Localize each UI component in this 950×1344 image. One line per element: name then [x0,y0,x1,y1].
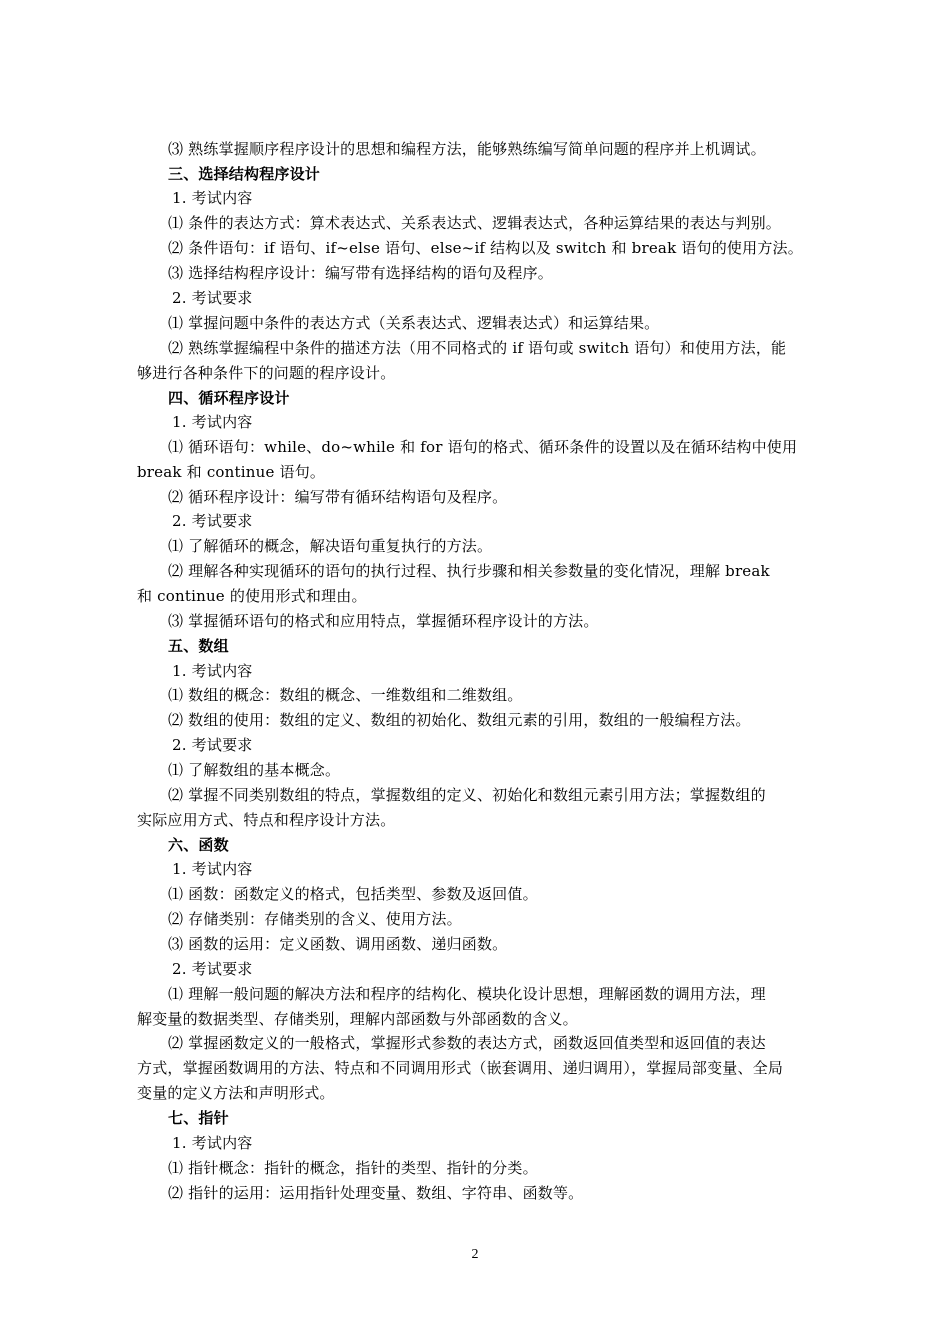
text-line: ⑴ 条件的表达方式：算术表达式、关系表达式、逻辑表达式，各种运算结果的表达与判别。 [168,214,781,232]
page-number: 2 [471,1247,479,1262]
text-line: 方式，掌握函数调用的方法、特点和不同调用形式（嵌套调用、递归调用），掌握局部变量、全局 [137,1059,784,1077]
text-line: ⑴ 数组的概念：数组的概念、一维数组和二维数组。 [168,686,523,704]
text-line: ⑴ 了解数组的基本概念。 [168,761,341,779]
text-line: ⑵ 掌握函数定义的一般格式，掌握形式参数的表达方式，函数返回值类型和返回值的表达 [168,1034,766,1052]
subsection-heading: 1. 考试内容 [172,662,253,680]
text-line: 实际应用方式、特点和程序设计方法。 [137,811,396,829]
text-line: ⑶ 掌握循环语句的格式和应用特点，掌握循环程序设计的方法。 [168,612,599,630]
text-line: ⑵ 指针的运用：运用指针处理变量、数组、字符串、函数等。 [168,1184,584,1202]
subsection-heading: 2. 考试要求 [172,512,253,530]
text-line: ⑴ 函数：函数定义的格式，包括类型、参数及返回值。 [168,885,538,903]
section-heading: 七、指针 [168,1109,229,1127]
section-heading: 六、函数 [168,836,229,854]
text-line: ⑶ 函数的运用：定义函数、调用函数、递归函数。 [168,935,508,953]
text-line: ⑴ 了解循环的概念，解决语句重复执行的方法。 [168,537,493,555]
text-line: break 和 continue 语句。 [137,463,326,481]
text-line: ⑴ 指针概念：指针的概念，指针的类型、指针的分类。 [168,1159,538,1177]
text-line: ⑵ 掌握不同类别数组的特点，掌握数组的定义、初始化和数组元素引用方法；掌握数组的 [168,786,766,804]
subsection-heading: 1. 考试内容 [172,413,253,431]
subsection-heading: 2. 考试要求 [172,289,253,307]
text-line: ⑵ 熟练掌握编程中条件的描述方法（用不同格式的 if 语句或 switch 语句）和使用方法，能 [168,339,787,357]
text-line: 变量的定义方法和声明形式。 [137,1084,335,1102]
subsection-heading: 1. 考试内容 [172,189,253,207]
text-line: ⑴ 循环语句：while、do~while 和 for 语句的格式、循环条件的设置以及在循环结构中使用 [168,438,798,456]
subsection-heading: 1. 考试内容 [172,1134,253,1152]
text-line: ⑵ 条件语句：if 语句、if~else 语句、else~if 结构以及 switch 和 break 语句的使用方法。 [168,239,803,257]
text-line: 解变量的数据类型、存储类别，理解内部函数与外部函数的含义。 [137,1010,578,1028]
text-line: ⑵ 存储类别：存储类别的含义、使用方法。 [168,910,462,928]
text-line: ⑵ 理解各种实现循环的语句的执行过程、执行步骤和相关参数量的变化情况，理解 break [168,562,770,580]
text-line: ⑵ 数组的使用：数组的定义、数组的初始化、数组元素的引用，数组的一般编程方法。 [168,711,751,729]
text-line: ⑴ 理解一般问题的解决方法和程序的结构化、模块化设计思想，理解函数的调用方法，理 [168,985,766,1003]
subsection-heading: 2. 考试要求 [172,736,253,754]
subsection-heading: 2. 考试要求 [172,960,253,978]
text-line: 和 continue 的使用形式和理由。 [137,587,367,605]
subsection-heading: 1. 考试内容 [172,860,253,878]
text-line: ⑴ 掌握问题中条件的表达方式（关系表达式、逻辑表达式）和运算结果。 [168,314,660,332]
text-line: ⑵ 循环程序设计：编写带有循环结构语句及程序。 [168,488,508,506]
text-line: ⑶ 选择结构程序设计：编写带有选择结构的语句及程序。 [168,264,553,282]
text-line: 够进行各种条件下的问题的程序设计。 [137,364,396,382]
text-line: ⑶ 熟练掌握顺序程序设计的思想和编程方法，能够熟练编写简单问题的程序并上机调试。 [168,140,766,158]
section-heading: 五、数组 [168,637,229,655]
section-heading: 四、循环程序设计 [168,389,290,407]
section-heading: 三、选择结构程序设计 [168,165,321,183]
